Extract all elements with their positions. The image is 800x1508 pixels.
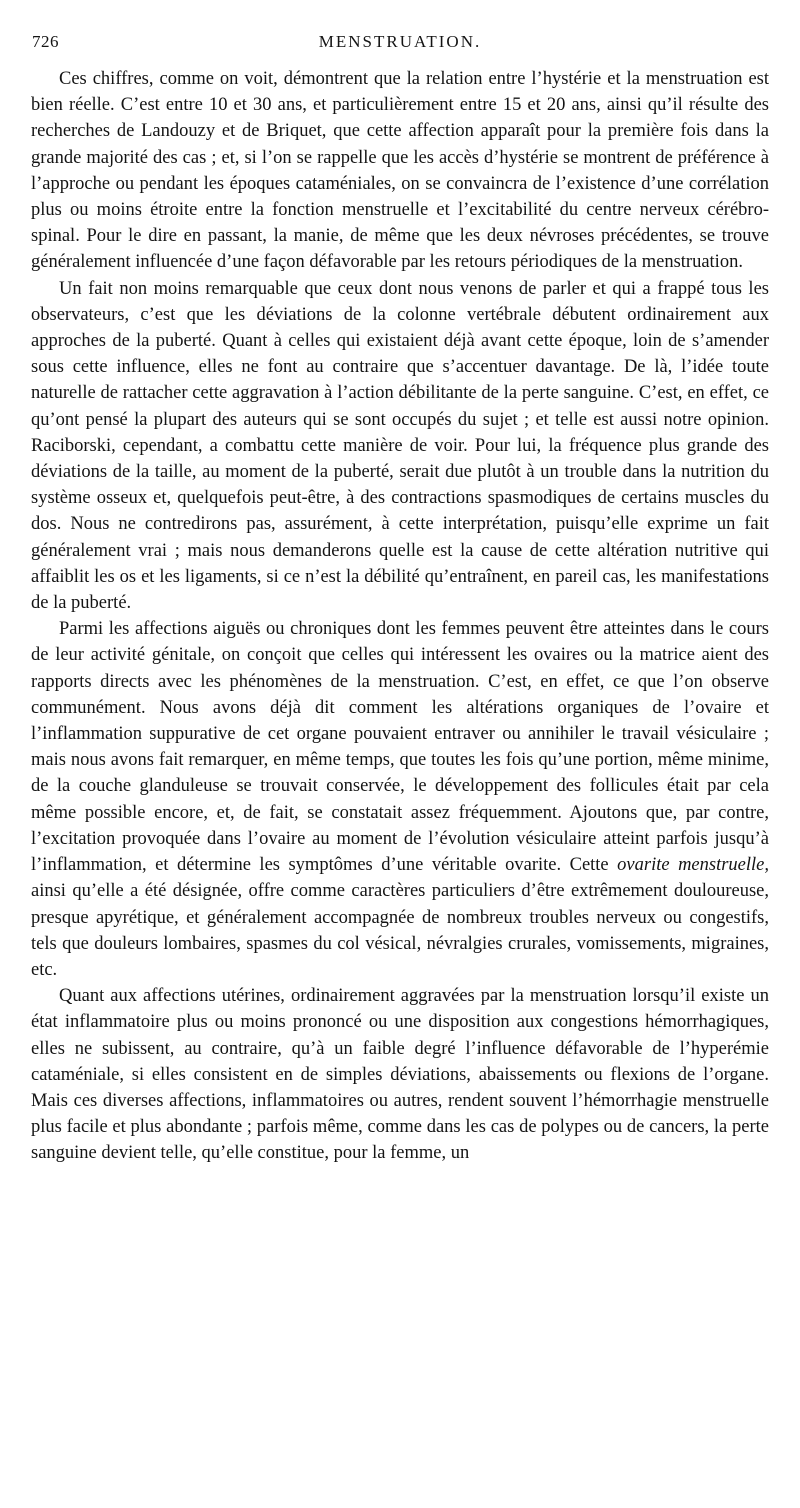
- paragraph-uterine-affections: [31, 983, 769, 1166]
- paragraph-text: Un fait non moins remarquable que ceux dont nous venons de parler et qui a frappé tous les observateurs, c’est que les déviations de la colonne vertébrale débutent ordinairement aux approches de la puberté. Quant à celles qui existaient déjà avant cette époque, loin de s’amender sous cette influence, elles ne font au contraire que s’accentuer davantage. De là, l’idée toute naturelle de rattacher cette aggravation à l’action débilitante de la perte sanguine. C’est, en effet, ce qu’ont pensé la plupart des auteurs qui se sont occupés du sujet ; et telle est aussi notre opinion. Raciborski, cependant, a combattu cette manière de voir. Pour lui, la fréquence plus grande des déviations de la taille, au moment de la puberté, serait due plutôt à un trouble dans la nutrition du système osseux et, quelquefois peut-être, à des contractions spasmodiques de certains muscles du dos. Nous ne contredirons pas, assurément, à cette interprétation, puisqu’elle exprime un fait généralement vrai ; mais nous demanderons quelle est la cause de cette altération nutritive qui affaiblit les os et les ligaments, si ce n’est la débilité qu’entraînent, en pareil cas, les manifestations de la puberté.: [31, 278, 769, 614]
- paragraph-ovarian-affections: [31, 616, 769, 983]
- paragraph-spinal-deviations: [31, 276, 769, 617]
- page-number: 726: [32, 32, 59, 51]
- book-page: [31, 30, 769, 1167]
- paragraph-text: ainsi qu’elle a été désignée, offre comme caractères particuliers d’être extrêmement douloureuse, presque apyrétique, et généralement accompagnée de nombreux troubles nerveux ou congestifs, tels que douleurs lombaires, spasmes du col vésical, névralgies crurales, vomissements, migraines, etc.: [31, 881, 769, 980]
- italic-term-ovarite-menstruelle: ovarite menstruelle,: [617, 855, 769, 876]
- paragraph-text: Parmi les affections aiguës ou chroniques dont les femmes peuvent être atteintes dans le cours de leur activité génitale, on conçoit que celles qui intéressent les ovaires ou la matrice aient des rapports directs avec les phénomènes de la menstruation. C’est, en effet, ce que l’on observe communément. Nous avons déjà dit comment les altérations organiques de l’ovaire et l’inflammation suppurative de cet organe pouvaient entraver ou annihiler le travail vésiculaire ; mais nous avons fait remarquer, en même temps, que toutes les fois qu’une portion, même minime, de la couche glanduleuse se trouvait conservée, le développement des follicules était par cela même possible encore, et, de fait, se constatait assez fréquemment. Ajoutons que, par contre, l’excitation provoquée dans l’ovaire au moment de l’évolution vésiculaire atteint parfois jusqu’à l’inflammation, et détermine les symptômes d’une véritable ovarite. Cette: [31, 619, 769, 876]
- body-text: [31, 66, 769, 1167]
- paragraph-text: Quant aux affections utérines, ordinairement aggravées par la menstruation lorsqu’il existe un état inflammatoire plus ou moins prononcé ou une disposition aux congestions hémorrhagiques, elles ne subissent, au contraire, qu’à un faible degré l’influence défavorable de l’hyperémie cataméniale, si elles consistent en de simples déviations, abaissements ou flexions de l’organe. Mais ces diverses affections, inflammatoires ou autres, rendent souvent l’hémorrhagie menstruelle plus facile et plus abondante ; parfois même, comme dans les cas de polypes ou de cancers, la perte sanguine devient telle, qu’elle constitue, pour la femme, un: [31, 986, 769, 1164]
- paragraph-hysteria: [31, 66, 769, 276]
- paragraph-text: Ces chiffres, comme on voit, démontrent que la relation entre l’hystérie et la menstruation est bien réelle. C’est entre 10 et 30 ans, et particulièrement entre 15 et 20 ans, ainsi qu’il résulte des recherches de Landouzy et de Briquet, que cette affection apparaît pour la première fois dans la grande majorité des cas ; et, si l’on se rappelle que les accès d’hystérie se montrent de préférence à l’approche ou pendant les époques cataméniales, on se convaincra de l’existence d’une corrélation plus ou moins étroite entre la fonction menstruelle et l’excitabilité du centre nerveux cérébro-spinal. Pour le dire en passant, la manie, de même que les deux névroses précédentes, se trouve généralement influencée d’une façon défavorable par les retours périodiques de la menstruation.: [31, 69, 769, 273]
- running-title: MENSTRUATION.: [318, 32, 482, 51]
- page-header: [31, 30, 769, 56]
